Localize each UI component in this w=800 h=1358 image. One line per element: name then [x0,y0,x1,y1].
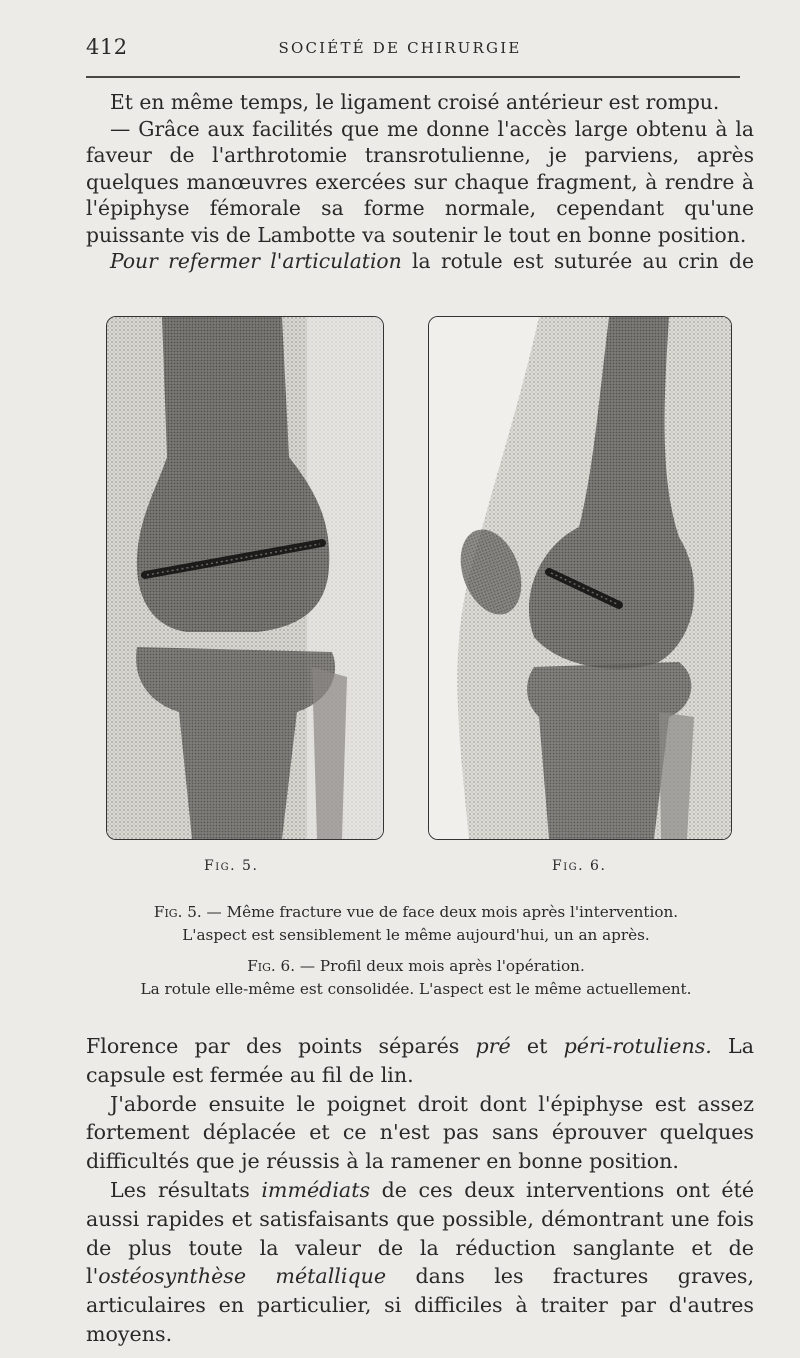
caption-fig5-text: — Même fracture vue de face deux mois après l'intervention. [201,903,679,921]
running-title: SOCIÉTÉ DE CHIRURGIE [278,39,522,57]
paragraph-florence [86,1032,754,1090]
paragraph-refermer [86,248,754,275]
text-florence-a: Florence par des points séparés [86,1034,476,1058]
text-resultats-a: Les résultats [110,1177,262,1202]
paragraph-arthrotomie: — Grâce aux facilités que me donne l'accès large obtenu à la faveur de l'arthrotomie transrotulienne, je parviens, après quelques manœuvres exercées sur chaque fragment, à rendre à l'épiphyse fémorale sa forme normale, cependant qu'une puissante vis de Lambotte va soutenir le tout en bonne position. [86,116,754,247]
text-florence-c: et [510,1034,564,1058]
italic-peri-rotuliens: péri-rotuliens. [563,1034,712,1058]
italic-pre: pré [475,1034,511,1058]
italic-osteosynthese: ostéosynthèse métallique [98,1264,387,1289]
caption-fig5-label: Fig. 5. [153,903,202,921]
paragraph-refermer-rest: la rotule est suturée au crin de [401,249,754,273]
caption-fig6-text: — Profil deux mois après l'opération. [295,957,585,975]
caption-fig5-line2: L'aspect est sensiblement le même aujourd'hui, un an après. [182,926,650,944]
text-florence-e: La capsule est fermée au fil de lin. [86,1034,754,1087]
figure-6-label: Fig. 6. [552,858,607,874]
paragraph-ligament: Et en même temps, le ligament croisé antérieur est rompu. [110,90,720,114]
caption-fig6-line1 [96,955,736,978]
figure-5-xray [106,316,384,840]
text-resultats-c: de ces deux interventions ont été aussi rapides et satisfaisants que possible, démontrant une fois de plus toute la valeur de la réduction sanglante et de l' [86,1177,755,1289]
xray-front-knee-image [107,317,383,839]
figures-area [106,316,734,840]
figure-5-label: Fig. 5. [204,858,259,874]
top-text-block [86,89,754,275]
italic-phrase-refermer: Pour refermer l'articulation [110,249,402,273]
caption-fig6-line2: La rotule elle-même est consolidée. L'aspect est le même actuellement. [140,980,692,998]
caption-fig6-label: Fig. 6. [247,957,296,975]
page-number: 412 [86,35,128,59]
running-head [86,35,714,61]
text-resultats-e: dans les fractures graves, articulaires en particulier, si difficiles à traiter par d'autres moyens. [86,1264,754,1346]
paragraph-resultats [86,1176,754,1349]
paragraph-poignet: J'aborde ensuite le poignet droit dont l'épiphyse est assez fortement déplacée et ce n'est pas sans éprouver quelques difficultés que je réussis à la ramener en bonne position. [86,1091,754,1174]
header-rule [86,76,740,78]
caption-fig5-line1 [96,901,736,924]
figure-captions [96,901,736,1001]
xray-profile-knee-image [429,317,731,839]
figure-6-xray [428,316,732,840]
italic-immediats: immédiats [261,1177,371,1202]
bottom-text-block [86,1032,754,1349]
